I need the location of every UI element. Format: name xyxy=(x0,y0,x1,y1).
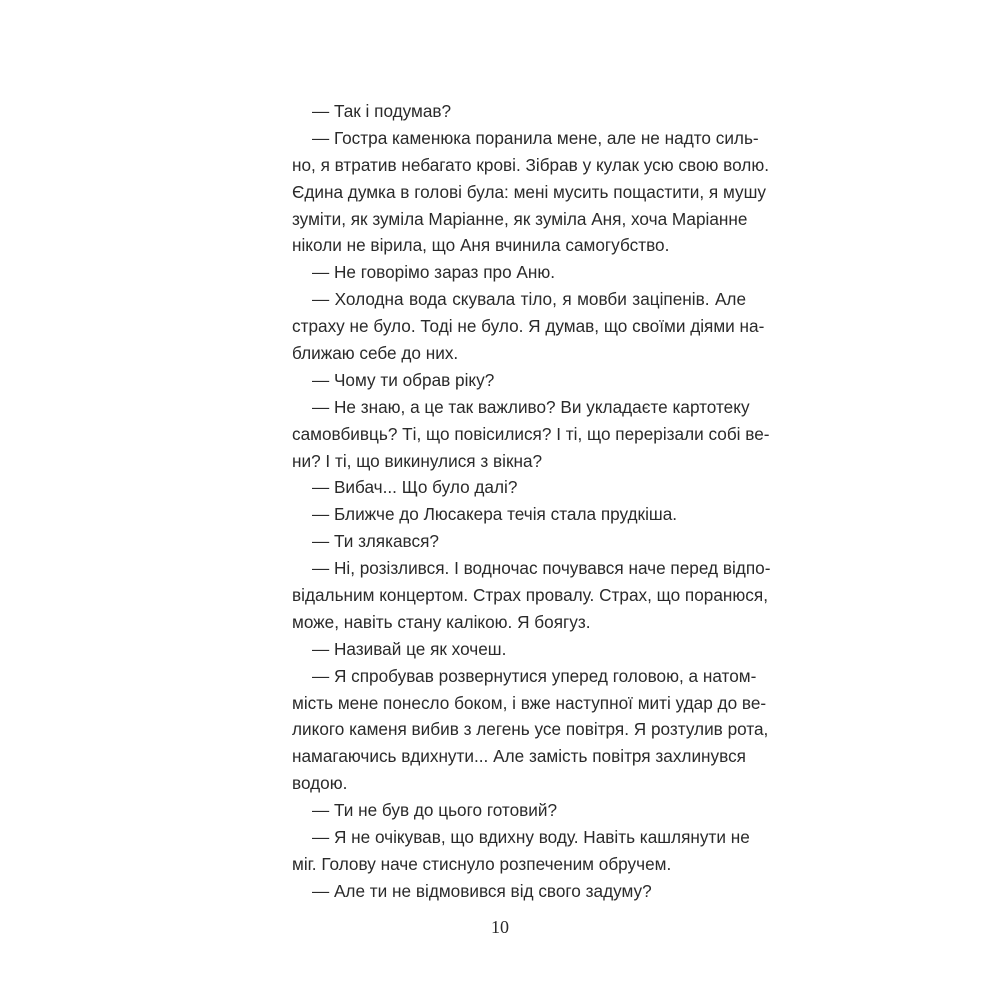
text-line: — Не знаю, а це так важливо? Ви укладаєте картотеку xyxy=(312,396,750,417)
text-line: — Холодна вода скувала тіло, я мовби заціпенів. Але xyxy=(312,289,746,310)
text-line: — Гостра каменюка поранила мене, але не надто силь- xyxy=(312,127,759,148)
text-line: — Не говорімо зараз про Аню. xyxy=(312,262,556,283)
text-line: — Ти злякався? xyxy=(312,531,439,552)
page-number: 10 xyxy=(491,917,509,937)
text-line: міг. Голову наче стиснуло розпеченим обручем. xyxy=(292,853,672,874)
text-line: Єдина думка в голові була: мені мусить пощастити, я мушу xyxy=(292,181,766,202)
text-line: ніколи не вірила, що Аня вчинила самогубство. xyxy=(292,235,670,256)
text-line: — Ближче до Люсакера течія стала прудкіша. xyxy=(312,504,678,525)
text-line: — Називай це як хочеш. xyxy=(312,638,507,659)
text-line: ликого каменя вибив з легень усе повітря. Я розтулив рота, xyxy=(292,719,769,740)
text-line: ближаю себе до них. xyxy=(292,343,459,364)
text-line: ни? І ті, що викинулися з вікна? xyxy=(292,450,543,471)
body-text xyxy=(292,98,771,905)
text-line: може, навіть стану калікою. Я боягуз. xyxy=(292,611,591,632)
text-line: водою. xyxy=(292,773,348,794)
text-line: — Я не очікував, що вдихну воду. Навіть кашлянути не xyxy=(312,827,750,848)
text-line: — Ні, розізлився. І водночас почувався наче перед відпо- xyxy=(312,558,771,579)
text-line: зуміти, як зуміла Маріанне, як зуміла Аня, хоча Маріанне xyxy=(292,208,748,229)
text-line: страху не було. Тоді не було. Я думав, що своїми діями на- xyxy=(292,316,765,337)
text-line: — Чому ти обрав ріку? xyxy=(312,369,495,390)
text-line: відальним концертом. Страх провалу. Страх, що поранюся, xyxy=(292,585,768,606)
text-line: — Вибач... Що було далі? xyxy=(312,477,518,498)
text-line: — Ти не був до цього готовий? xyxy=(312,800,558,821)
text-line: — Але ти не відмовився від свого задуму? xyxy=(312,880,652,901)
text-line: но, я втратив небагато крові. Зібрав у кулак усю свою волю. xyxy=(292,154,769,175)
text-line: — Так і подумав? xyxy=(312,101,452,121)
text-line: мість мене понесло боком, і вже наступної миті удар до ве- xyxy=(292,692,767,713)
text-line: намагаючись вдихнути... Але замість повітря захлинувся xyxy=(292,746,746,767)
text-line: самовбивць? Ті, що повісилися? І ті, що перерізали собі ве- xyxy=(292,423,770,444)
text-line: — Я спробував розвернутися уперед головою, а натом- xyxy=(312,665,757,686)
